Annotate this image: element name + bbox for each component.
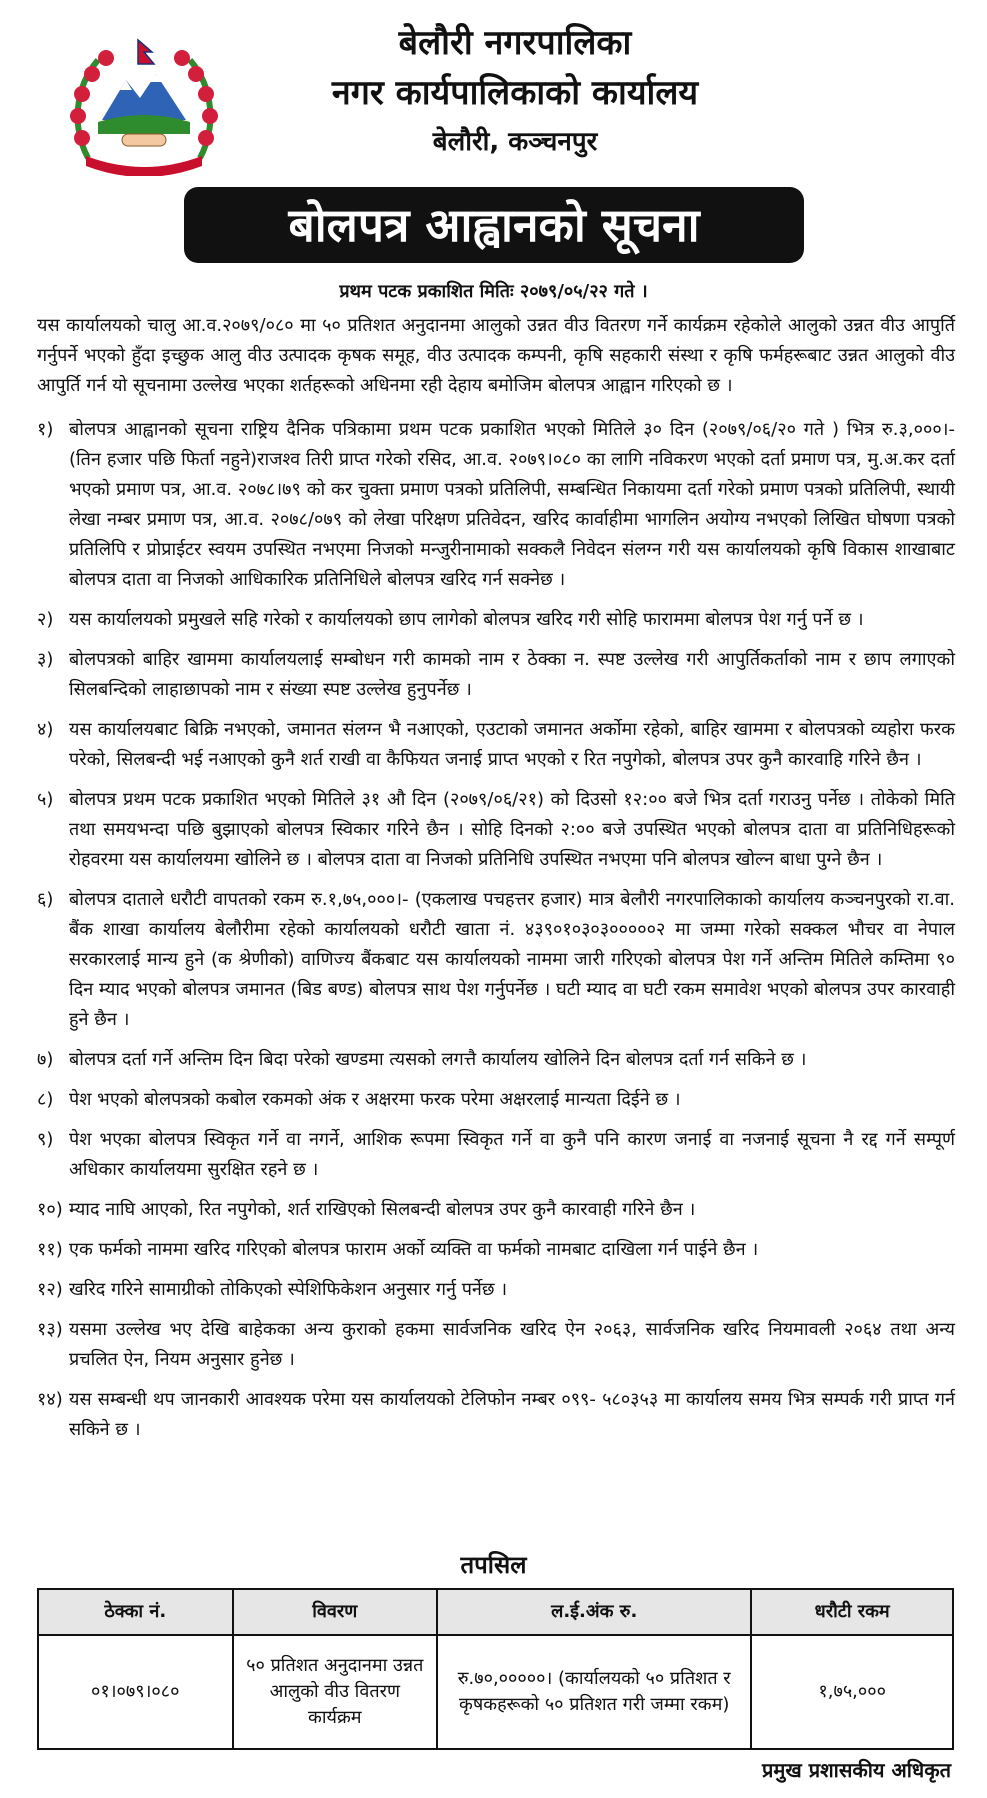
column-header-contract-no: ठेक्का नं. (38, 1589, 233, 1635)
column-header-estimate: ल.ई.अंक रु. (437, 1589, 751, 1635)
clause-number: ९) (37, 1129, 54, 1150)
office-location: बेलौरी, कञ्चनपुर (432, 127, 598, 157)
clause-text: यस कार्यालयको प्रमुखले सहि गरेको र कार्यालयको छाप लागेको बोलपत्र खरिद गरी सोहि फाराममा बोलपत्र पेश गर्नु पर्ने छ । (69, 609, 864, 630)
clause-item (37, 1235, 955, 1265)
clause-item (37, 1125, 955, 1185)
clause-number: ३) (37, 649, 54, 670)
clause-item (37, 885, 955, 1035)
clause-number: १३) (37, 1319, 63, 1340)
clause-item (37, 1385, 955, 1445)
notice-body (37, 311, 955, 1455)
clause-text: यस कार्यालयबाट बिक्रि नभएको, जमानत संलग्न भै नआएको, एउटाको जमानत अर्कोमा रहेको, बाहिर खाममा र बोलपत्रको व्यहोरा फरक परेको, सिलबन्दी भई नआएको कुनै शर्त राखी वा कैफियत जनाई प्राप्त भएको र रित नपुगेको, बोलपत्र उपर कुनै कारवाहि गरिने छैन । (69, 719, 955, 770)
clause-number: २) (37, 609, 54, 630)
clause-number: १२) (37, 1279, 63, 1300)
clause-text: बोलपत्र प्रथम पटक प्रकाशित भएको मितिले ३१ औ दिन (२०७९/०६/२१) को दिउसो १२:०० बजे भित्र दर्ता गराउनु पर्नेछ । तोकेको मिति तथा समयभन्दा पछि बुझाएको बोलपत्र स्विकार गरिने छैन । सोहि दिनको २:०० बजे उपस्थित भएको बोलपत्र दाता वा प्रतिनिधिहरूको रोहवरमा यस कार्यालयमा खोलिने छ । बोलपत्र दाता वा निजको प्रतिनिधि उपस्थित नभएमा पनि बोलपत्र खोल्न बाधा पुग्ने छैन । (69, 789, 956, 870)
clause-item (37, 785, 955, 875)
clause-item (37, 1085, 955, 1115)
clause-text: यसमा उल्लेख भए देखि बाहेकका अन्य कुराको हकमा सार्वजनिक खरिद ऐन २०६३, सार्वजनिक खरिद नियमावली २०६४ तथा अन्य प्रचलित ऐन, नियम अनुसार हुनेछ । (69, 1319, 955, 1370)
column-header-deposit: धरौटी रकम (751, 1589, 953, 1635)
cell-contract-no: ०१।०७९।०८० (38, 1635, 233, 1749)
clause-text: पेश भएको बोलपत्रको कबोल रकमको अंक र अक्षरमा फरक परेमा अक्षरलाई मान्यता दिईने छ । (69, 1089, 681, 1110)
clause-text: खरिद गरिने सामाग्रीको तोकिएको स्पेशिफिकेशन अनुसार गर्नु पर्नेछ । (69, 1279, 508, 1300)
clause-text: बोलपत्र दर्ता गर्ने अन्तिम दिन बिदा परेको खण्डमा त्यसको लगत्तै कार्यालय खोलिने दिन बोलपत्र दर्ता गर्न सकिने छ । (69, 1049, 807, 1070)
clause-number: ११) (37, 1239, 63, 1260)
clause-item (37, 715, 955, 775)
municipality-name: बेलौरी नगरपालिका (398, 23, 632, 63)
table-header-row (38, 1589, 953, 1635)
published-date: प्रथम पटक प्रकाशित मितिः २०७९/०५/२२ गते । (339, 281, 648, 302)
notice-title: बोलपत्र आह्वानको सूचना (184, 187, 804, 263)
tapasil-title: तपसिल (460, 1551, 527, 1579)
clause-number: ७) (37, 1049, 54, 1070)
clause-text: म्याद नाघि आएको, रित नपुगेको, शर्त राखिएको सिलबन्दी बोलपत्र उपर कुनै कारवाही गरिने छैन । (69, 1199, 696, 1220)
clause-text: बोलपत्र आह्वानको सूचना राष्ट्रिय दैनिक पत्रिकामा प्रथम पटक प्रकाशित भएको मितिले ३० दिन (२०७९/०६/२० गते ) भित्र रु.३,०००।- (तिन हजार पछि फिर्ता नहुने)राजश्व तिरी प्राप्त गरेको रसिद, आ.व. २०७९।०८० का लागि नविकरण भएको दर्ता प्रमाण पत्र, मु.अ.कर दर्ता भएको प्रमाण पत्र, आ.व. २०७८।७९ को कर चुक्ता प्रमाण पत्रको प्रतिलिपी, सम्बन्धित निकायमा दर्ता गरेको प्रमाण पत्रको प्रतिलिपी, स्थायी लेखा नम्बर प्रमाण पत्र, आ.व. २०७८/०७९ को लेखा परिक्षण प्रतिवेदन, खरिद कार्वाहीमा भागलिन अयोग्य नभएको लिखित घोषणा पत्रको प्रतिलिपि र प्रोप्राईटर स्वयम उपस्थित नभएमा निजको मन्जुरीनामाको सक्कलै निवेदन संलग्न गरी यस कार्यालयको कृषि विकास शाखाबाट बोलपत्र दाता वा निजको आधिकारिक प्रतिनिधिले बोलपत्र खरिद गर्न सक्नेछ । (69, 419, 955, 590)
clause-number: ८) (37, 1089, 54, 1110)
clause-item (37, 1045, 955, 1075)
clause-number: ६) (37, 889, 54, 910)
clause-text: एक फर्मको नाममा खरिद गरिएको बोलपत्र फाराम अर्को व्यक्ति वा फर्मको नामबाट दाखिला गर्न पाईने छैन । (69, 1239, 759, 1260)
mountain-icon (102, 74, 186, 120)
clause-list (37, 415, 955, 1445)
intro-paragraph: यस कार्यालयको चालु आ.व.२०७९/०८० मा ५० प्रतिशत अनुदानमा आलुको उन्नत वीउ वितरण गर्ने कार्यक्रम रहेकोले आलुको उन्नत वीउ आपुर्ति गर्नुपर्ने भएको हुँदा इच्छुक आलु वीउ उत्पादक कृषक समूह, वीउ उत्पादक कम्पनी, कृषि सहकारी संस्था र कृषि फर्महरूबाट उन्नत आलुको वीउ आपुर्ति गर्न यो सूचनामा उल्लेख भएका शर्तहरूको अधिनमा रही देहाय बमोजिम बोलपत्र आह्वान गरिएको छ । (37, 315, 955, 396)
table-row (38, 1635, 953, 1749)
clause-item (37, 1315, 955, 1375)
nepal-government-emblem-icon (68, 38, 220, 176)
clause-number: १४) (37, 1389, 63, 1410)
cell-estimate: रु.७०,०००००। (कार्यालयको ५० प्रतिशत र कृषकहरूको ५० प्रतिशत गरी जम्मा रकम) (437, 1635, 751, 1749)
clause-item (37, 605, 955, 635)
clause-number: ५) (37, 789, 54, 810)
signatory-title: प्रमुख प्रशासकीय अधिकृत (762, 1758, 951, 1782)
clause-text: बोलपत्र दाताले धरौटी वापतको रकम रु.१,७५,०००।- (एकलाख पचहत्तर हजार) मात्र बेलौरी नगरपालिकाको कार्यालय कञ्चनपुरको रा.वा. बैंक शाखा कार्यालय बेलौरीमा रहेको कार्यालयको धरौटी खाता नं. ४३९०१०३०३०००००२ मा जम्मा गरेको सक्कल भौचर वा नेपाल सरकारलाई मान्य हुने (क श्रेणीको) वाणिज्य बैंकबाट यस कार्यालयको नाममा जारी गरिएको बोलपत्र पेश गर्ने अन्तिम मितिले कम्तिमा ९० दिन म्याद भएको बोलपत्र जमानत (बिड बण्ड) बोलपत्र साथ पेश गर्नुपर्नेछ । घटी म्याद वा घटी रकम समावेश भएको बोलपत्र उपर कारवाही हुने छैन । (69, 889, 955, 1030)
cell-description: ५० प्रतिशत अनुदानमा उन्नत आलुको वीउ वितरण कार्यक्रम (233, 1635, 438, 1749)
clause-text: बोलपत्रको बाहिर खाममा कार्यालयलाई सम्बोधन गरी कामको नाम र ठेक्का न. स्पष्ट उल्लेख गरी आपुर्तिकर्ताको नाम र छाप लगाएको सिलबन्दिको लाहाछापको नाम र संख्या स्पष्ट उल्लेख हुनुपर्नेछ । (69, 649, 955, 700)
clause-number: १) (37, 419, 54, 440)
column-header-description: विवरण (233, 1589, 438, 1635)
clause-text: यस सम्बन्धी थप जानकारी आवश्यक परेमा यस कार्यालयको टेलिफोन नम्बर ०९९- ५८०३५३ मा कार्यालय समय भित्र सम्पर्क गरी प्राप्त गर्न सकिने छ । (69, 1389, 955, 1440)
cell-deposit: १,७५,००० (751, 1635, 953, 1749)
tapasil-table (37, 1588, 954, 1750)
clause-item (37, 1275, 955, 1305)
clause-number: १०) (37, 1199, 63, 1220)
clause-text: पेश भएका बोलपत्र स्विकृत गर्ने वा नगर्ने, आशिक रूपमा स्विकृत गर्ने वा कुनै पनि कारण जनाई वा नजनाई सूचना नै रद्द गर्ने सम्पूर्ण अधिकार कार्यालयमा सुरक्षित रहने छ । (69, 1129, 955, 1180)
handshake-icon (122, 134, 166, 146)
office-name: नगर कार्यपालिकाको कार्यालय (331, 73, 699, 113)
flag-icon (138, 40, 154, 64)
clause-item (37, 415, 955, 595)
clause-item (37, 1195, 955, 1225)
clause-number: ४) (37, 719, 54, 740)
clause-item (37, 645, 955, 705)
